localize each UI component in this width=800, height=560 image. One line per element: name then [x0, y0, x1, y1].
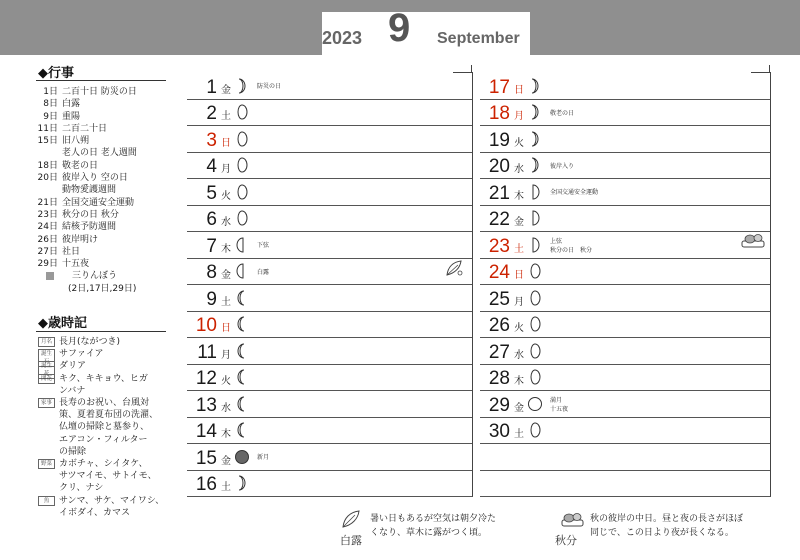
day-row: [187, 231, 473, 259]
saiji-text: 長寿のお祝い、台風対 策、夏着夏布団の洗濯、 仏壇の掃除と墓参り、 エアコン・フィルター の掃除: [59, 398, 159, 457]
gyoji-row: [30, 209, 175, 221]
gyoji-text: 十五夜: [62, 259, 90, 270]
day-row: [480, 178, 771, 206]
gyoji-day: 11日: [37, 123, 58, 134]
weekday: 火: [221, 190, 231, 202]
last-quarter-moon-icon: [235, 262, 249, 280]
first-quarter-moon-icon: [528, 209, 542, 227]
day-number: 14: [195, 421, 217, 442]
day-row: [480, 152, 771, 180]
month-number: 9: [388, 6, 411, 50]
weekday: 土: [514, 429, 524, 440]
waning-crescent-moon-icon: [235, 289, 249, 307]
gyoji-row: [30, 246, 175, 258]
day-row: [480, 284, 771, 312]
day-number: 30: [488, 421, 510, 442]
weekday: 日: [514, 84, 524, 96]
day-row: [480, 311, 771, 339]
day-row: [480, 364, 771, 392]
weekday: 日: [514, 270, 524, 281]
day-number: 20: [488, 156, 510, 177]
day-note: 新月: [257, 454, 270, 461]
day-row: [480, 99, 771, 127]
day-note: 上弦 秋分の日 秋分: [550, 238, 593, 254]
gyoji-row: [30, 160, 175, 172]
gyoji-text: 彼岸明け: [62, 234, 99, 245]
weekday: 土: [514, 243, 524, 255]
saiji-tag: 月名: [38, 337, 55, 347]
day-note: 防災の日: [257, 83, 282, 90]
waxing-gibbous-moon-icon: [528, 315, 542, 333]
gyoji-list: [30, 86, 175, 295]
footer-kigo-shubun: 秋分: [555, 534, 577, 547]
day-note: 敬老の日: [550, 109, 575, 117]
weekday: 金: [221, 84, 231, 96]
year-label: 2023: [322, 28, 363, 48]
day-number: 27: [488, 341, 510, 363]
gyoji-day: 15日: [37, 136, 58, 147]
day-row: [187, 72, 473, 100]
gyoji-title: ◆行事: [38, 66, 74, 81]
day-number: 24: [488, 262, 510, 283]
day-row: [187, 443, 473, 471]
gyoji-row: [30, 221, 175, 233]
saiji-divider: [36, 331, 166, 332]
gyoji-row: [30, 86, 175, 98]
day-row: [480, 443, 771, 471]
gyoji-text: 重陽: [62, 111, 81, 122]
day-row: [480, 231, 771, 259]
day-number: 10: [195, 315, 217, 336]
day-row: [187, 152, 473, 180]
day-number: 18: [488, 103, 510, 124]
day-note: 下弦: [257, 242, 270, 249]
gyoji-text: 彼岸入り 空の日: [62, 173, 128, 184]
gyoji-row: [30, 258, 175, 270]
day-note: 彼岸入り: [550, 162, 575, 170]
month-english: September: [437, 30, 520, 47]
gyoji-text: 結核予防週間: [62, 222, 117, 233]
weekday: 土: [221, 482, 231, 493]
day-row: [187, 364, 473, 392]
footer-dew-leaf-icon: [340, 508, 364, 530]
gyoji-day: 18日: [37, 160, 58, 171]
weekday: 火: [221, 376, 231, 387]
weekday: 木: [514, 376, 524, 387]
day-row: [480, 125, 771, 153]
day-row: [480, 72, 771, 100]
gyoji-row: [30, 197, 175, 209]
weekday: 火: [514, 137, 524, 149]
day-row: [187, 390, 473, 418]
weekday: 火: [514, 323, 524, 334]
day-number: 13: [195, 394, 217, 416]
day-row: [187, 258, 473, 286]
day-row: [187, 99, 473, 127]
day-number: 12: [195, 368, 217, 389]
saiji-tag: 家事: [38, 398, 55, 408]
weekday: 日: [221, 323, 231, 334]
saiji-title: ◆歳時記: [38, 316, 87, 331]
gyoji-text: 動物愛護週間: [62, 185, 117, 196]
day-note: 全国交通安全運動: [550, 189, 599, 196]
day-number: 28: [488, 368, 510, 389]
day-row: [480, 205, 771, 233]
sanrinbo-marker-icon: [46, 272, 54, 280]
day-row: [480, 417, 771, 445]
day-number: 7: [206, 235, 217, 257]
weekday: 日: [221, 137, 231, 149]
gyoji-row: [30, 147, 175, 159]
saiji-text: 長月(ながつき): [59, 337, 121, 347]
waning-crescent-moon-icon: [235, 342, 249, 360]
day-row: [187, 470, 473, 498]
day-number: 16: [195, 474, 217, 495]
gibbous-moon-icon: [235, 209, 249, 227]
weekday: 月: [221, 164, 231, 175]
saiji-row: [38, 360, 173, 378]
saiji-row: [38, 495, 173, 519]
gyoji-row: [30, 135, 175, 147]
weekday: 月: [514, 111, 524, 122]
weekday: 金: [514, 402, 524, 414]
day-number: 23: [488, 235, 510, 257]
day-number: 9: [206, 288, 217, 310]
waxing-gibbous-moon-icon: [235, 130, 249, 148]
gyoji-row: [30, 172, 175, 184]
gyoji-day: 20日: [37, 173, 58, 184]
waxing-crescent-moon-icon: [235, 474, 249, 492]
weekday: 水: [514, 164, 524, 175]
waxing-gibbous-moon-icon: [528, 342, 542, 360]
day-row: [187, 178, 473, 206]
gyoji-text: 三りんぼう: [72, 271, 118, 282]
saiji-text: ダリア: [59, 361, 87, 372]
day-number: 15: [195, 447, 217, 469]
gyoji-day: 27日: [37, 246, 58, 257]
saiji-tag: 開花: [38, 374, 55, 384]
day-number: 2: [206, 103, 217, 124]
gyoji-text: (2日,17日,29日): [68, 283, 137, 294]
gyoji-text: 敬老の日: [62, 160, 99, 171]
day-row: [480, 470, 771, 498]
weekday: 金: [221, 270, 231, 281]
saiji-list: [38, 336, 173, 519]
full-moon-icon: [528, 395, 542, 413]
waxing-crescent-moon-icon: [528, 77, 542, 95]
saiji-text: キク、キキョウ、ヒガ ンバナ: [59, 373, 148, 396]
weekday: 水: [221, 402, 231, 414]
gibbous-moon-icon: [235, 183, 249, 201]
gibbous-moon-icon: [528, 368, 542, 386]
weekday: 金: [221, 455, 231, 467]
gyoji-text: 社日: [62, 246, 81, 257]
gyoji-text: 全国交通安全運動: [62, 197, 135, 208]
weekday: 月: [514, 296, 524, 308]
day-row: [480, 337, 771, 365]
day-note: 白露: [257, 268, 270, 276]
gyoji-text: 老人の日 老人週間: [62, 148, 137, 159]
gyoji-row: [30, 270, 175, 282]
gyoji-day: 8日: [43, 99, 58, 110]
saiji-row: [38, 348, 173, 366]
footer-ohagi-icon: [560, 509, 586, 529]
footer-kigo-hakuro: 白露: [340, 534, 362, 547]
new-moon-icon: [235, 448, 249, 466]
gyoji-text: 秋分の日 秋分: [62, 209, 119, 220]
day-row: [187, 417, 473, 445]
gyoji-day: 23日: [37, 209, 58, 220]
day-row: [187, 311, 473, 339]
day-number: 5: [206, 182, 217, 204]
saiji-text: サンマ、サケ、マイワシ、 イボダイ、カマス: [59, 495, 165, 518]
saiji-text: カボチャ、シイタケ、 サツマイモ、サトイモ、 クリ、ナシ: [59, 459, 157, 494]
saiji-tag: 誕生花: [38, 361, 55, 379]
waxing-crescent-moon-icon: [528, 103, 542, 121]
saiji-tag: 魚: [38, 496, 55, 506]
gyoji-text: 二百十日 防災の日: [62, 87, 137, 97]
gyoji-row: [30, 111, 175, 123]
day-number: 3: [206, 129, 217, 151]
gyoji-row: [30, 283, 175, 295]
day-number: 19: [488, 129, 510, 151]
day-row: [480, 390, 771, 418]
gyoji-day: 21日: [37, 197, 58, 208]
day-number: 22: [488, 209, 510, 230]
day-number: 4: [206, 156, 217, 177]
gyoji-day: 24日: [37, 222, 58, 233]
weekday: 土: [221, 296, 231, 308]
first-quarter-moon-icon: [528, 183, 542, 201]
gyoji-day: 29日: [37, 259, 58, 270]
saiji-row: [38, 458, 173, 495]
day-number: 25: [488, 288, 510, 310]
gyoji-day: 26日: [37, 234, 58, 245]
day-number: 6: [206, 209, 217, 230]
gyoji-row: [30, 184, 175, 196]
day-row: [187, 284, 473, 312]
weekday: 木: [221, 429, 231, 440]
ohagi-icon: [740, 229, 768, 251]
gyoji-row: [30, 234, 175, 246]
waxing-crescent-moon-icon: [528, 156, 542, 174]
last-quarter-moon-icon: [235, 236, 249, 254]
footer-text-shubun: 秋の彼岸の中日。昼と夜の長さがほぼ 同じで、この日より夜が長くなる。: [590, 514, 744, 538]
weekday: 水: [221, 217, 231, 228]
saiji-row: [38, 336, 173, 348]
day-note: 満月 十五夜: [550, 397, 569, 413]
saiji-tag: 誕生石: [38, 349, 55, 367]
waning-crescent-moon-icon: [235, 395, 249, 413]
saiji-tag: 野菜: [38, 459, 55, 469]
weekday: 金: [514, 217, 524, 228]
waxing-crescent-moon-icon: [235, 77, 249, 95]
gyoji-row: [30, 123, 175, 135]
weekday: 月: [221, 349, 231, 361]
day-row: [187, 337, 473, 365]
footer-text-hakuro: 暑い日もあるが空気は朝夕冷た くなり、草木に露がつく頃。: [370, 514, 497, 538]
gyoji-day: 9日: [43, 111, 58, 122]
day-number: 29: [488, 394, 510, 416]
weekday: 土: [221, 111, 231, 122]
waxing-crescent-moon-icon: [528, 130, 542, 148]
saiji-text: サファイア: [59, 349, 104, 360]
day-number: 21: [488, 182, 510, 204]
day-number: 8: [206, 262, 217, 283]
day-number: 1: [206, 76, 217, 98]
weekday: 木: [221, 243, 231, 255]
day-row: [187, 205, 473, 233]
day-row: [187, 125, 473, 153]
gyoji-text: 二百二十日: [62, 123, 108, 134]
day-number: 11: [197, 341, 217, 363]
waning-crescent-moon-icon: [235, 421, 249, 439]
gyoji-day: 1日: [43, 87, 58, 97]
gyoji-divider: [36, 80, 166, 81]
saiji-row: [38, 397, 173, 458]
weekday: 水: [514, 349, 524, 361]
gibbous-moon-icon: [528, 421, 542, 439]
waning-crescent-moon-icon: [235, 315, 249, 333]
gyoji-text: 白露: [62, 99, 81, 110]
waxing-gibbous-moon-icon: [235, 103, 249, 121]
waxing-gibbous-moon-icon: [528, 262, 542, 280]
day-number: 26: [488, 315, 510, 336]
dew-leaf-icon: [444, 257, 466, 279]
saiji-row: [38, 373, 173, 397]
day-row: [480, 258, 771, 286]
weekday: 木: [514, 190, 524, 202]
waxing-gibbous-moon-icon: [528, 289, 542, 307]
gibbous-moon-icon: [235, 156, 249, 174]
gyoji-row: [30, 98, 175, 110]
waning-crescent-moon-icon: [235, 368, 249, 386]
gyoji-text: 旧八朔: [62, 136, 90, 147]
day-number: 17: [488, 76, 510, 98]
first-quarter-moon-icon: [528, 236, 542, 254]
